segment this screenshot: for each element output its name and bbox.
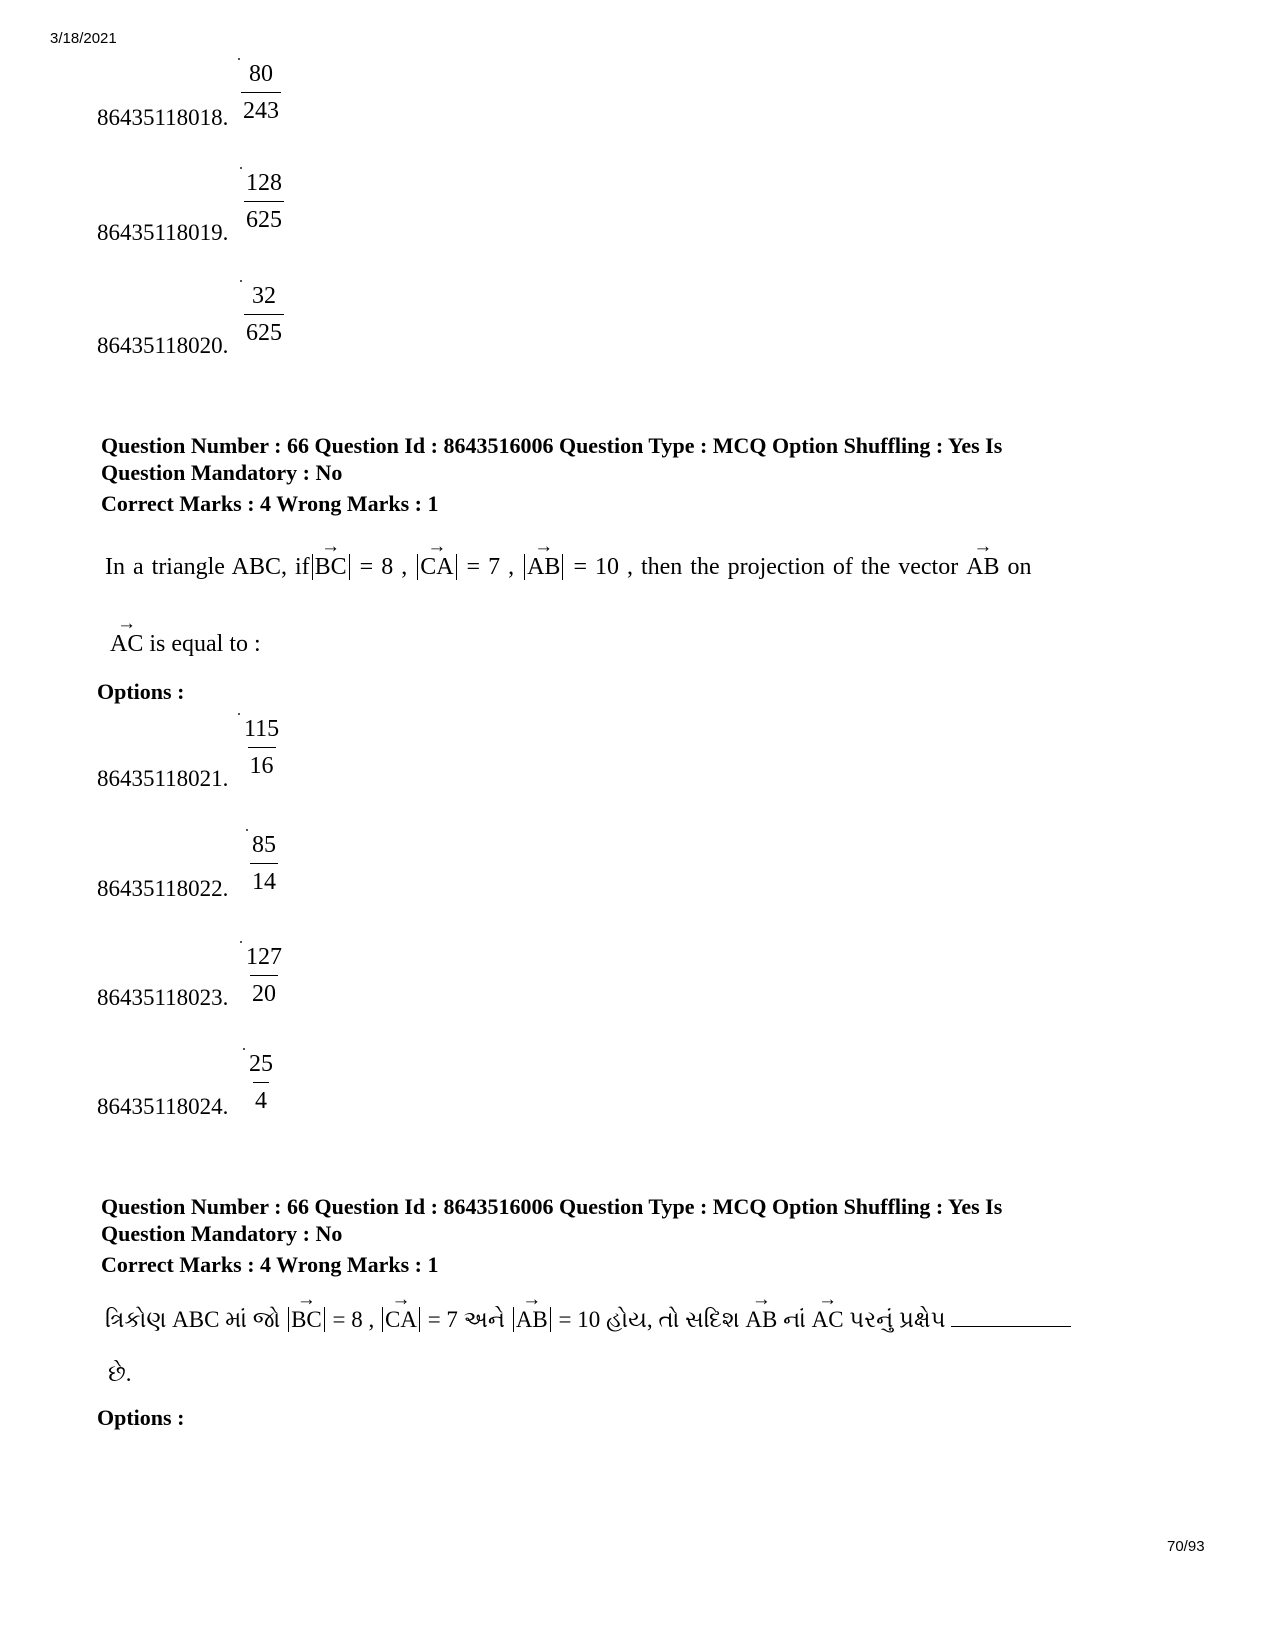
on-word: on [1007, 554, 1032, 580]
vector-label: AC [110, 631, 144, 657]
vector-bc [291, 1289, 322, 1332]
vector-arrow: → [296, 1289, 316, 1310]
eq-value: = 8 , [332, 1307, 375, 1332]
vector-arrow: → [117, 613, 137, 634]
vector-arrow: → [391, 1289, 411, 1310]
denominator: 14 [250, 863, 278, 894]
question-tail: is equal to : [149, 631, 261, 657]
question-text-line-1 [105, 536, 1032, 580]
option-id: 86435118024. [97, 1094, 229, 1119]
vector-label: AB [745, 1307, 778, 1332]
fraction [244, 284, 284, 345]
marker-dot [240, 941, 242, 943]
numerator: 127 [246, 944, 282, 970]
eq-value: = 7 અને [427, 1307, 506, 1332]
denominator: 625 [244, 201, 284, 232]
vector-arrow: → [818, 1289, 838, 1310]
eq-value: = 8 , [359, 554, 408, 580]
magnitude-ca [417, 536, 456, 580]
question-intro: ત્રિકોણ ABC માં જો [105, 1307, 281, 1332]
marker-dot [238, 713, 240, 715]
vector-ab [966, 536, 1000, 580]
option-id: 86435118020. [97, 333, 229, 358]
question-text-gujarati-line-1 [105, 1289, 1071, 1332]
question-text-gujarati-line-2 [108, 1362, 132, 1385]
answer-blank [951, 1326, 1071, 1327]
marker-dot [240, 280, 242, 282]
question-meta-line: Question Number : 66 Question Id : 8643516006 Question Type : MCQ Option Shuffling : Yes Is [101, 1194, 1003, 1219]
denominator: 20 [250, 975, 278, 1006]
magnitude-ca [382, 1289, 420, 1332]
question-header [101, 432, 1161, 517]
fraction [241, 62, 281, 123]
question-text-line-2 [110, 613, 261, 657]
fraction [244, 945, 284, 1006]
marker-dot [240, 167, 242, 169]
connector-word: નાં [783, 1307, 806, 1332]
question-tail: પરનું પ્રક્ષેપ [849, 1307, 946, 1332]
option-id: 86435118018. [97, 105, 229, 130]
option-id: 86435118023. [97, 985, 229, 1010]
magnitude-bc [288, 1289, 325, 1332]
fraction [247, 1052, 275, 1113]
denominator: 16 [248, 747, 276, 778]
vector-label: CA [384, 1307, 417, 1332]
vector-ca [384, 1289, 417, 1332]
question-meta-line: Question Number : 66 Question Id : 8643516006 Question Type : MCQ Option Shuffling : Yes Is [101, 433, 1003, 458]
options-label: Options : [97, 679, 185, 704]
marker-dot [243, 1048, 245, 1050]
question-intro: In a triangle ABC, if [105, 554, 310, 580]
vector-label: AB [515, 1307, 548, 1332]
vector-arrow: → [522, 1289, 542, 1310]
options-label: Options : [97, 1405, 185, 1430]
vector-label: BC [291, 1307, 322, 1332]
option-id: 86435118019. [97, 220, 229, 245]
vector-arrow: → [321, 536, 341, 557]
vector-ab [515, 1289, 548, 1332]
vector-ab [745, 1289, 778, 1332]
eq-value: = 10 , then the projection of the vector [573, 554, 959, 580]
vector-arrow: → [534, 536, 554, 557]
fraction [244, 171, 284, 232]
question-end: છે. [108, 1361, 132, 1386]
vector-bc [314, 536, 347, 580]
numerator: 25 [249, 1051, 273, 1077]
magnitude-bc [312, 536, 350, 580]
question-marks-line: Correct Marks : 4 Wrong Marks : 1 [101, 491, 439, 516]
numerator: 80 [249, 61, 273, 87]
marker-dot [238, 58, 240, 60]
eq-value: = 10 હોય, તો સદિશ [558, 1307, 740, 1332]
numerator: 115 [244, 716, 280, 742]
marker-dot [246, 829, 248, 831]
numerator: 128 [246, 170, 282, 196]
vector-label: AB [966, 554, 1000, 580]
vector-label: AB [527, 554, 561, 580]
fraction [242, 717, 281, 778]
question-marks-line: Correct Marks : 4 Wrong Marks : 1 [101, 1252, 439, 1277]
denominator: 625 [244, 314, 284, 345]
vector-ac [811, 1289, 844, 1332]
vector-ca [420, 536, 454, 580]
vector-arrow: → [973, 536, 993, 557]
numerator: 32 [252, 283, 276, 309]
vector-label: CA [420, 554, 454, 580]
vector-arrow: → [427, 536, 447, 557]
question-header [101, 1193, 1161, 1278]
vector-arrow: → [751, 1289, 771, 1310]
option-id: 86435118022. [97, 876, 229, 901]
question-mandatory-line: Question Mandatory : No [101, 1221, 343, 1246]
page-number: 70/93 [1167, 1538, 1205, 1555]
denominator: 4 [253, 1082, 269, 1113]
vector-label: AC [811, 1307, 844, 1332]
vector-ab [527, 536, 561, 580]
magnitude-ab [524, 536, 563, 580]
question-mandatory-line: Question Mandatory : No [101, 460, 343, 485]
magnitude-ab [513, 1289, 551, 1332]
denominator: 243 [241, 92, 281, 123]
eq-value: = 7 , [466, 554, 515, 580]
vector-ac [110, 613, 144, 657]
option-id: 86435118021. [97, 766, 229, 791]
fraction [250, 833, 278, 894]
print-date: 3/18/2021 [50, 30, 117, 47]
vector-label: BC [314, 554, 347, 580]
numerator: 85 [252, 832, 276, 858]
